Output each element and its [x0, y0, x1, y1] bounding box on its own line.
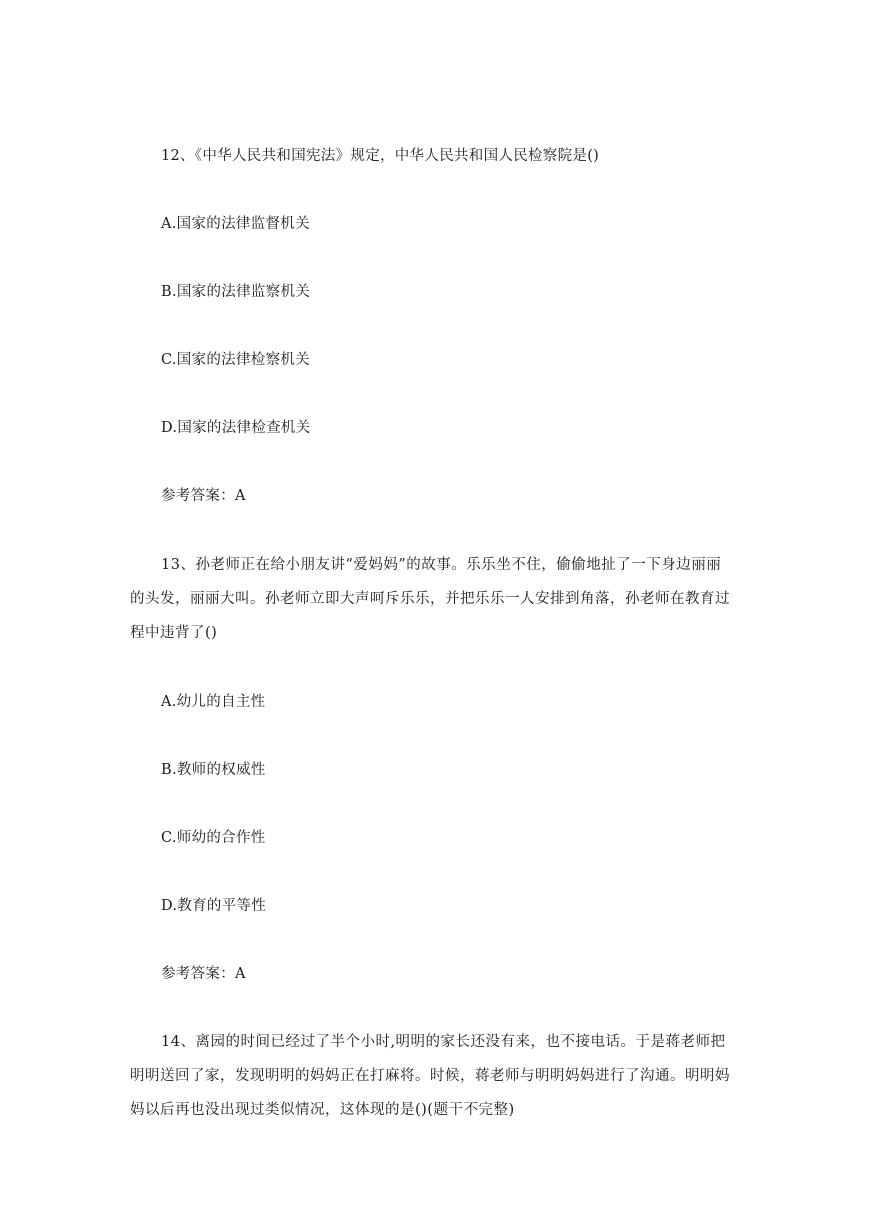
question-13-stem: [0, 548, 869, 650]
question-12-option-a: A.国家的法律监督机关: [161, 216, 310, 232]
question-13-stem-line: 的头发，丽丽大叫。孙老师立即大声呵斥乐乐，并把乐乐一人安排到角落，孙老师在教育过: [130, 591, 730, 607]
question-12-option-b: B.国家的法律监察机关: [161, 284, 311, 300]
question-12-answer: 参考答案：A: [161, 488, 246, 504]
question-13-option-b: B.教师的权威性: [161, 762, 266, 778]
question-13-option-c: C.师幼的合作性: [161, 830, 266, 846]
question-14-stem-line: 明明送回了家，发现明明的妈妈正在打麻将。时候，蒋老师与明明妈妈进行了沟通。明明妈: [130, 1068, 730, 1084]
question-14-stem-line: 妈以后再也没出现过类似情况，这体现的是()(题干不完整): [130, 1102, 515, 1118]
question-12-option-c: C.国家的法律检察机关: [161, 352, 310, 368]
question-13-stem-line: 13、孙老师正在给小朋友讲“爱妈妈”的故事。乐乐坐不住，偷偷地扯了一下身边丽丽: [161, 557, 722, 573]
question-13-option-a: A.幼儿的自主性: [161, 694, 266, 710]
question-14-stem: [0, 1025, 869, 1127]
question-13-option-d: D.教育的平等性: [161, 898, 267, 914]
question-12-option-d: D.国家的法律检查机关: [161, 420, 311, 436]
question-13-answer: 参考答案：A: [161, 966, 246, 982]
question-14-stem-line: 14、离园的时间已经过了半个小时,明明的家长还没有来，也不接电话。于是蒋老师把: [161, 1034, 726, 1050]
question-12-stem: 12、《中华人民共和国宪法》规定，中华人民共和国人民检察院是(): [161, 148, 600, 164]
question-13-stem-line: 程中违背了(): [130, 625, 218, 641]
